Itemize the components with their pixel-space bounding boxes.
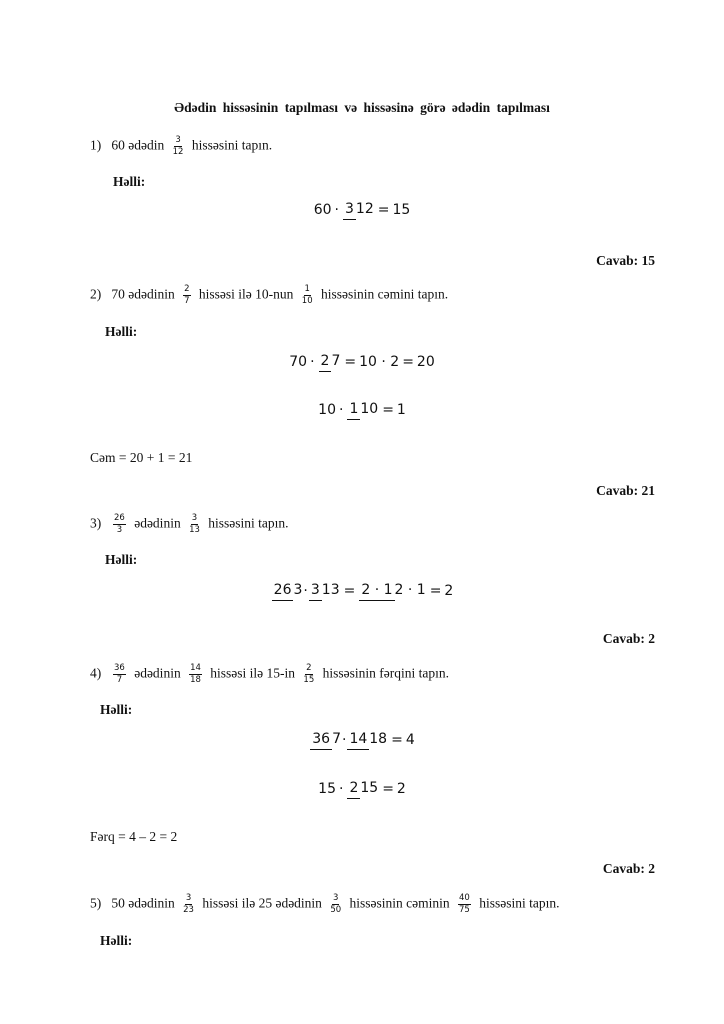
problem-4-statement: 4) $\frac{36}{7}$ ədədinin $\frac{14}{18}$ hissəsi ilə 15-in $\frac{2}{15}$ hissəsinin fərqini tapın.	[90, 663, 449, 685]
answer-2: Cavab: 21	[596, 483, 655, 498]
fraction: $\frac{3}{12}$	[172, 135, 184, 157]
problem-2-statement: 2) 70 ədədinin $\frac{2}{7}$ hissəsi ilə 10-nun $\frac{1}{10}$ hissəsinin cəmini tapın.	[90, 284, 449, 306]
fraction: $\frac{2}{15}$	[303, 663, 315, 685]
fraction: $\frac{3}{23}$	[183, 893, 194, 915]
problem-3-statement: 3) $\frac{26}{3}$ ədədinin $\frac{3}{13}$ hissəsini tapın.	[90, 513, 289, 535]
fraction: $\frac{2}{7}$	[184, 284, 190, 306]
answer-4: Cavab: 2	[602, 861, 655, 876]
fraction: $\frac{1}{10}$	[301, 284, 313, 306]
answer-3: Cavab: 2	[602, 631, 655, 646]
answer-1: Cavab: 15	[596, 253, 655, 268]
solution-label: Həlli:	[100, 702, 133, 717]
fraction: $\frac{26}{3}$	[114, 513, 125, 535]
equation-4a: 36 7 · 14 18 = 4	[312, 731, 415, 748]
equation-1a: 60 · 3 12 = 15	[313, 201, 411, 218]
equation-4b: 15 · 2 15 = 2	[318, 780, 406, 797]
fraction: $\frac{3}{13}$	[189, 513, 200, 535]
problem-5-statement: 5) 50 ədədinin $\frac{3}{23}$ hissəsi ilə 25 ədədinin $\frac{3}{50}$ hissəsinin cəminin $\frac{40}{75}$ hissəsini tapın.	[90, 893, 560, 915]
equation-2b: 10 · 1 10 = 1	[318, 401, 406, 418]
fraction: $\frac{3}{50}$	[330, 893, 342, 915]
solution-label: Həlli:	[100, 933, 133, 948]
solution-label: Həlli:	[105, 552, 138, 567]
equation-3a: 26 3 · 3 13 = 2 · 1 2 · 1 = 2	[273, 582, 454, 599]
problem-1-statement: 1) 60 ədədin $\frac{3}{12}$ hissəsini tapın.	[90, 135, 273, 157]
difference-result: Fərq = 4 – 2 = 2	[90, 829, 178, 844]
fraction: $\frac{14}{18}$	[190, 663, 201, 685]
solution-label: Həlli:	[105, 324, 138, 339]
solution-label: Həlli:	[113, 174, 146, 189]
fraction: $\frac{36}{7}$	[114, 663, 125, 685]
page-title: Ədədin hissəsinin tapılması və hissəsinə görə ədədin tapılması	[174, 100, 550, 115]
sum-result: Cəm = 20 + 1 = 21	[90, 450, 193, 465]
fraction: $\frac{40}{75}$	[459, 893, 470, 915]
equation-2a: 70 · 2 7 = 10 · 2 = 20	[289, 353, 435, 370]
